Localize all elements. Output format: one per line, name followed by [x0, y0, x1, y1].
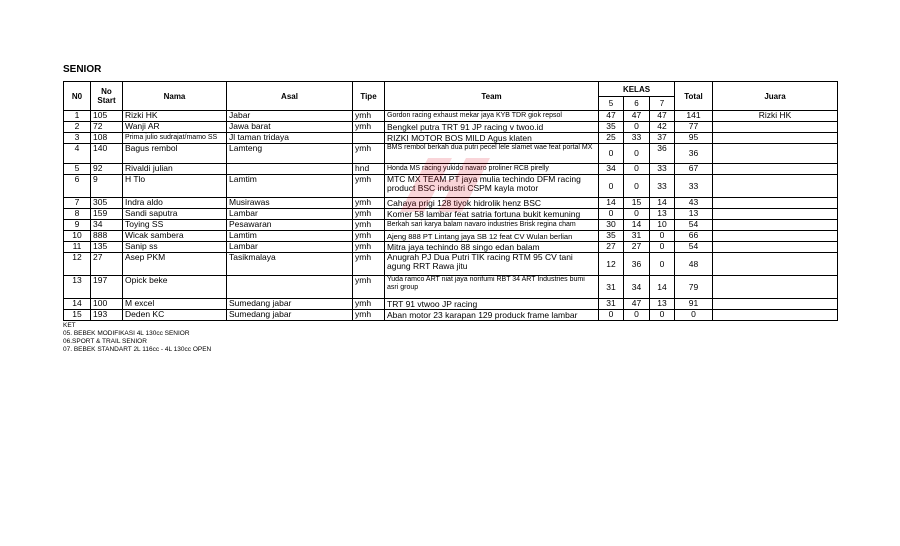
- cell-tipe: ymh: [353, 144, 385, 164]
- cell-kelas-7: 37: [650, 133, 675, 144]
- cell-team: Yuda ramco ART niat jaya norifumi RBT 34 ART Industries bumi asri group: [385, 276, 599, 299]
- cell-asal: Musirawas: [227, 198, 353, 209]
- cell-juara: [713, 122, 838, 133]
- header-team: Team: [385, 82, 599, 111]
- cell-start: 27: [91, 253, 123, 276]
- cell-team: Berkah sari karya balam navaro industries Brisk regina cham: [385, 220, 599, 231]
- cell-total: 91: [675, 299, 713, 310]
- cell-total: 95: [675, 133, 713, 144]
- cell-kelas-5: 27: [599, 242, 624, 253]
- cell-tipe: ymh: [353, 310, 385, 321]
- cell-nama: Wicak sambera: [123, 231, 227, 242]
- cell-asal: Jabar: [227, 111, 353, 122]
- cell-total: 54: [675, 220, 713, 231]
- table-row: [64, 209, 838, 220]
- cell-team: MTC MX TEAM PT jaya mulia techindo DFM racing product BSC industri CSPM kayla motor: [385, 175, 599, 198]
- cell-kelas-7: 14: [650, 198, 675, 209]
- cell-total: 54: [675, 242, 713, 253]
- header-total: Total: [675, 82, 713, 111]
- cell-no: 5: [64, 164, 91, 175]
- cell-kelas-7: 13: [650, 209, 675, 220]
- cell-tipe: ymh: [353, 276, 385, 299]
- cell-kelas-5: 0: [599, 209, 624, 220]
- header-no: N0: [64, 82, 91, 111]
- cell-kelas-6: 14: [624, 220, 650, 231]
- cell-juara: [713, 276, 838, 299]
- cell-asal: Lambar: [227, 209, 353, 220]
- cell-kelas-6: 31: [624, 231, 650, 242]
- cell-team: Bengkel putra TRT 91 JP racing v twoo.id: [385, 122, 599, 133]
- cell-kelas-5: 35: [599, 122, 624, 133]
- cell-team: Honda MS racing yukido navaro proliner RCB pirelly: [385, 164, 599, 175]
- cell-juara: [713, 198, 838, 209]
- cell-team: Mitra jaya techindo 88 singo edan balam: [385, 242, 599, 253]
- table-row: [64, 253, 838, 276]
- cell-no: 1: [64, 111, 91, 122]
- cell-asal: Sumedang jabar: [227, 310, 353, 321]
- table-row: [64, 242, 838, 253]
- cell-nama: Bagus rembol: [123, 144, 227, 164]
- cell-asal: Jl taman tridaya: [227, 133, 353, 144]
- table-row: [64, 231, 838, 242]
- header-nama: Nama: [123, 82, 227, 111]
- cell-tipe: ymh: [353, 198, 385, 209]
- cell-kelas-6: 0: [624, 164, 650, 175]
- cell-kelas-7: 33: [650, 164, 675, 175]
- cell-team: BMS rembol berkah dua putri pecel lele slamet wae feat portal MX: [385, 144, 599, 164]
- cell-total: 36: [675, 144, 713, 164]
- cell-total: 79: [675, 276, 713, 299]
- cell-team: Gordon racing exhaust mekar jaya KYB TDR giok repsol: [385, 111, 599, 122]
- cell-asal: [227, 164, 353, 175]
- cell-start: 100: [91, 299, 123, 310]
- cell-asal: Lamteng: [227, 144, 353, 164]
- cell-nama: Rivaldi julian: [123, 164, 227, 175]
- cell-kelas-7: 33: [650, 175, 675, 198]
- cell-kelas-7: 0: [650, 231, 675, 242]
- cell-kelas-6: 0: [624, 122, 650, 133]
- table-row: [64, 122, 838, 133]
- cell-nama: H Tlo: [123, 175, 227, 198]
- cell-no: 9: [64, 220, 91, 231]
- cell-kelas-7: 47: [650, 111, 675, 122]
- cell-start: 108: [91, 133, 123, 144]
- cell-kelas-7: 0: [650, 242, 675, 253]
- cell-kelas-5: 34: [599, 164, 624, 175]
- header-kelas-6: 6: [624, 97, 650, 111]
- table-row: [64, 276, 838, 299]
- cell-team: Ajeng 888 PT Lintang jaya SB 12 feat CV Wulan berlian: [385, 231, 599, 242]
- cell-nama: Prima julio sudrajat/mamo SS: [123, 133, 227, 144]
- cell-tipe: [353, 133, 385, 144]
- cell-tipe: ymh: [353, 175, 385, 198]
- cell-asal: Lambar: [227, 242, 353, 253]
- results-table: [63, 81, 838, 321]
- cell-juara: [713, 220, 838, 231]
- cell-kelas-6: 47: [624, 299, 650, 310]
- header-no-start: No Start: [91, 82, 123, 111]
- cell-start: 197: [91, 276, 123, 299]
- cell-kelas-5: 0: [599, 144, 624, 164]
- notes-line: 05. BEBEK MODIFIKASI 4L 130cc SENIOR: [63, 330, 190, 337]
- header-kelas-7: 7: [650, 97, 675, 111]
- table-row: [64, 198, 838, 209]
- cell-kelas-6: 47: [624, 111, 650, 122]
- cell-start: 135: [91, 242, 123, 253]
- cell-total: 67: [675, 164, 713, 175]
- cell-no: 14: [64, 299, 91, 310]
- cell-kelas-6: 36: [624, 253, 650, 276]
- cell-no: 3: [64, 133, 91, 144]
- notes-ket: KET: [63, 322, 76, 329]
- cell-start: 92: [91, 164, 123, 175]
- cell-start: 193: [91, 310, 123, 321]
- cell-kelas-5: 31: [599, 299, 624, 310]
- cell-tipe: ymh: [353, 242, 385, 253]
- section-title: SENIOR: [63, 64, 102, 75]
- cell-nama: Asep PKM: [123, 253, 227, 276]
- cell-juara: [713, 242, 838, 253]
- cell-kelas-7: 0: [650, 253, 675, 276]
- cell-kelas-5: 31: [599, 276, 624, 299]
- cell-kelas-6: 33: [624, 133, 650, 144]
- cell-team: Cahaya prigi 128 tiyok hidrolik henz BSC: [385, 198, 599, 209]
- cell-total: 77: [675, 122, 713, 133]
- cell-tipe: ymh: [353, 111, 385, 122]
- cell-total: 0: [675, 310, 713, 321]
- cell-juara: Rizki HK: [713, 111, 838, 122]
- cell-start: 34: [91, 220, 123, 231]
- header-juara: Juara: [713, 82, 838, 111]
- cell-kelas-5: 0: [599, 310, 624, 321]
- table-row: [64, 220, 838, 231]
- cell-juara: [713, 175, 838, 198]
- cell-start: 105: [91, 111, 123, 122]
- cell-no: 7: [64, 198, 91, 209]
- cell-nama: Indra aldo: [123, 198, 227, 209]
- cell-no: 10: [64, 231, 91, 242]
- cell-kelas-7: 0: [650, 310, 675, 321]
- cell-juara: [713, 299, 838, 310]
- cell-tipe: ymh: [353, 299, 385, 310]
- cell-tipe: ymh: [353, 122, 385, 133]
- table-row: [64, 175, 838, 198]
- cell-start: 140: [91, 144, 123, 164]
- cell-kelas-6: 27: [624, 242, 650, 253]
- notes: [63, 322, 837, 354]
- cell-juara: [713, 231, 838, 242]
- cell-nama: Deden KC: [123, 310, 227, 321]
- cell-team: Komer 58 lambar feat satria fortuna bukit kemuning: [385, 209, 599, 220]
- cell-start: 159: [91, 209, 123, 220]
- cell-kelas-6: 0: [624, 144, 650, 164]
- cell-asal: [227, 276, 353, 299]
- cell-start: 9: [91, 175, 123, 198]
- cell-asal: Lamtim: [227, 175, 353, 198]
- cell-total: 33: [675, 175, 713, 198]
- cell-start: 72: [91, 122, 123, 133]
- cell-kelas-5: 0: [599, 175, 624, 198]
- cell-kelas-7: 42: [650, 122, 675, 133]
- cell-kelas-5: 25: [599, 133, 624, 144]
- cell-no: 15: [64, 310, 91, 321]
- cell-asal: Pesawaran: [227, 220, 353, 231]
- cell-total: 141: [675, 111, 713, 122]
- table-row: [64, 111, 838, 122]
- notes-line: 06.SPORT & TRAIL SENIOR: [63, 338, 147, 345]
- cell-kelas-5: 35: [599, 231, 624, 242]
- cell-kelas-5: 12: [599, 253, 624, 276]
- cell-tipe: ymh: [353, 220, 385, 231]
- notes-line: 07. BEBEK STANDART 2L 116cc - 4L 130cc OPEN: [63, 346, 212, 353]
- cell-kelas-6: 0: [624, 310, 650, 321]
- cell-kelas-7: 10: [650, 220, 675, 231]
- cell-nama: M excel: [123, 299, 227, 310]
- cell-juara: [713, 253, 838, 276]
- cell-kelas-6: 34: [624, 276, 650, 299]
- cell-asal: Sumedang jabar: [227, 299, 353, 310]
- cell-nama: Opick beke: [123, 276, 227, 299]
- cell-juara: [713, 164, 838, 175]
- cell-no: 8: [64, 209, 91, 220]
- cell-total: 13: [675, 209, 713, 220]
- cell-juara: [713, 133, 838, 144]
- cell-kelas-7: 14: [650, 276, 675, 299]
- cell-kelas-5: 47: [599, 111, 624, 122]
- cell-no: 2: [64, 122, 91, 133]
- cell-nama: Wanji AR: [123, 122, 227, 133]
- cell-asal: Lamtim: [227, 231, 353, 242]
- cell-juara: [713, 209, 838, 220]
- cell-start: 888: [91, 231, 123, 242]
- cell-total: 43: [675, 198, 713, 209]
- cell-kelas-5: 30: [599, 220, 624, 231]
- table-row: [64, 164, 838, 175]
- header-kelas: KELAS: [599, 82, 675, 97]
- cell-team: TRT 91 vtwoo JP racing: [385, 299, 599, 310]
- cell-nama: Sandi saputra: [123, 209, 227, 220]
- cell-team: Anugrah PJ Dua Putri TIK racing RTM 95 CV tani agung RRT Rawa jitu: [385, 253, 599, 276]
- header-asal: Asal: [227, 82, 353, 111]
- results-page: [63, 64, 837, 354]
- cell-kelas-7: 13: [650, 299, 675, 310]
- cell-no: 11: [64, 242, 91, 253]
- cell-kelas-5: 14: [599, 198, 624, 209]
- table-row: [64, 310, 838, 321]
- cell-start: 305: [91, 198, 123, 209]
- cell-tipe: hnd: [353, 164, 385, 175]
- cell-juara: [713, 144, 838, 164]
- table-row: [64, 144, 838, 164]
- cell-nama: Rizki HK: [123, 111, 227, 122]
- cell-no: 13: [64, 276, 91, 299]
- cell-team: Aban motor 23 karapan 129 produck frame lambar: [385, 310, 599, 321]
- cell-tipe: ymh: [353, 231, 385, 242]
- cell-no: 4: [64, 144, 91, 164]
- table-row: [64, 133, 838, 144]
- table-row: [64, 299, 838, 310]
- cell-kelas-6: 15: [624, 198, 650, 209]
- cell-asal: Jawa barat: [227, 122, 353, 133]
- cell-total: 66: [675, 231, 713, 242]
- cell-asal: Tasikmalaya: [227, 253, 353, 276]
- header-tipe: Tipe: [353, 82, 385, 111]
- cell-kelas-7: 36: [650, 144, 675, 164]
- cell-team: RIZKI MOTOR BOS MILD Agus klaten: [385, 133, 599, 144]
- cell-kelas-6: 0: [624, 175, 650, 198]
- cell-kelas-6: 0: [624, 209, 650, 220]
- cell-tipe: ymh: [353, 253, 385, 276]
- cell-juara: [713, 310, 838, 321]
- cell-nama: Sanip ss: [123, 242, 227, 253]
- cell-total: 48: [675, 253, 713, 276]
- cell-no: 6: [64, 175, 91, 198]
- header-kelas-5: 5: [599, 97, 624, 111]
- cell-tipe: ymh: [353, 209, 385, 220]
- cell-no: 12: [64, 253, 91, 276]
- cell-nama: Toying SS: [123, 220, 227, 231]
